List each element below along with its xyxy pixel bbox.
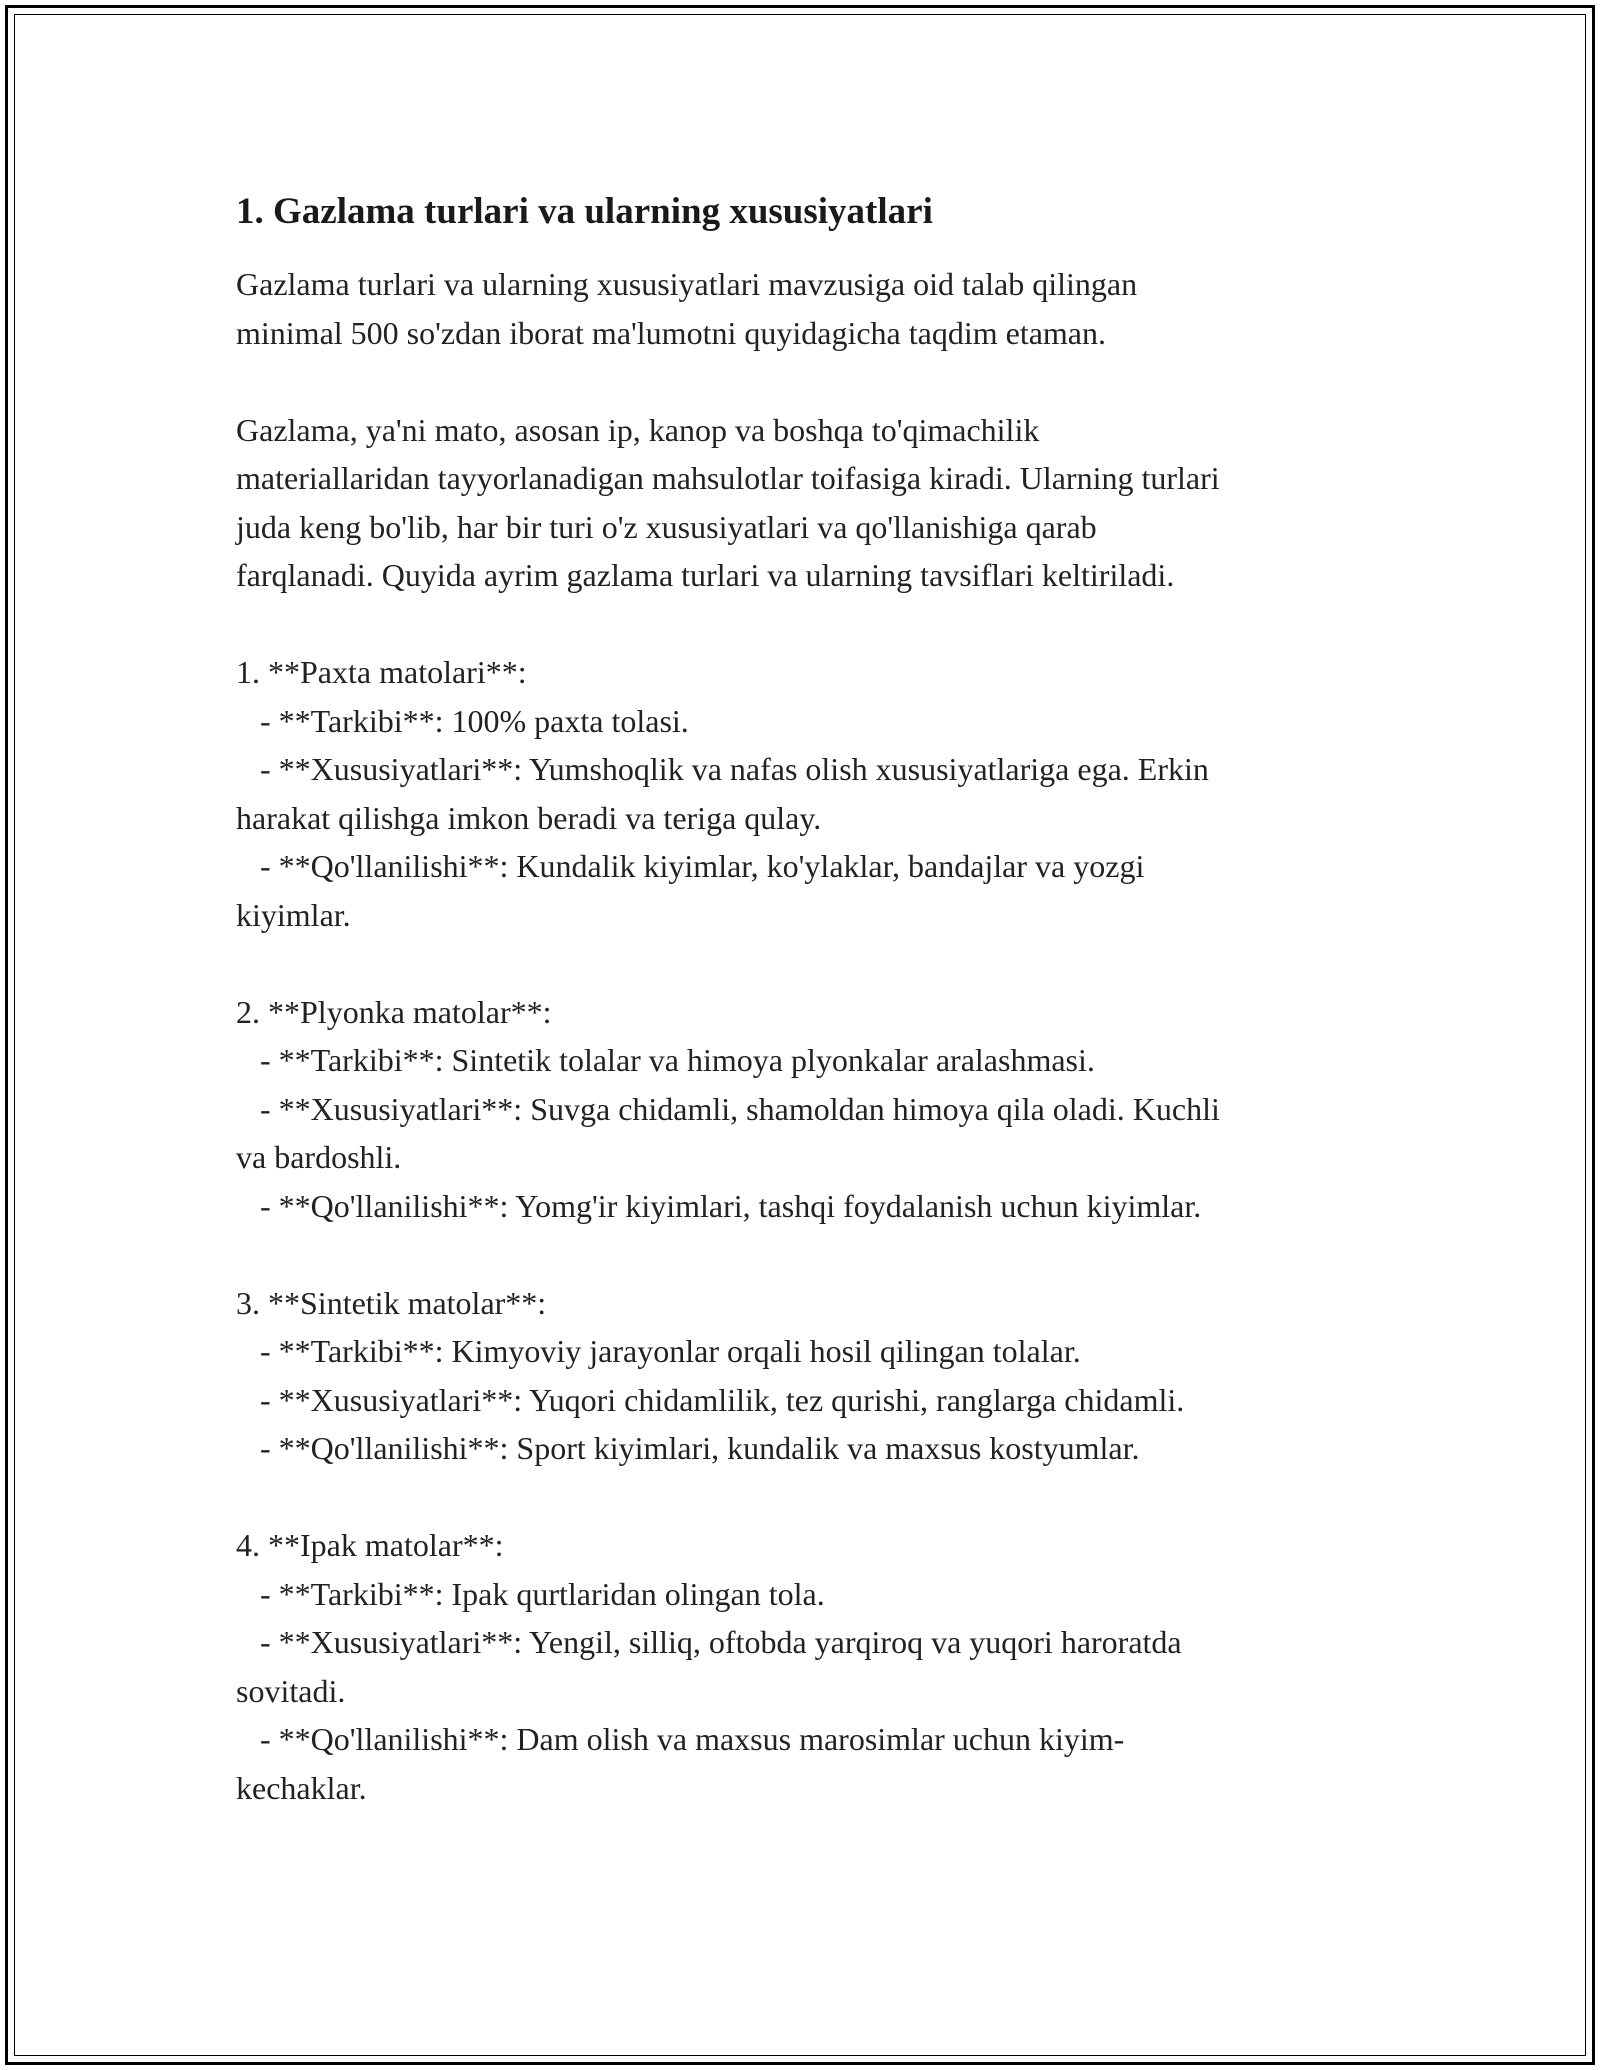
section-composition: - **Tarkibi**: Kimyoviy jarayonlar orqali hosil qilingan tolalar. (236, 1333, 1081, 1369)
section-heading: 2. **Plyonka matolar**: (236, 993, 552, 1030)
paragraph-gap (236, 1230, 1376, 1279)
section-usage: - **Qo'llanilishi**: Dam olish va maxsus marosimlar uchun kiyim- kechaklar. (236, 1721, 1125, 1806)
overview-paragraph: Gazlama, ya'ni mato, asosan ip, kanop va boshqa to'qimachilik materiallaridan tayyorlanadigan mahsulotlar toifasiga kiradi. Ularning turlari juda keng bo'lib, har bir turi o'z xususiyatlari va qo'llanishiga qarab farqlanadi. Quyida ayrim gazlama turlari va ularning tavsiflari keltiriladi. (236, 411, 1220, 593)
section-usage: - **Qo'llanilishi**: Kundalik kiyimlar, ko'ylaklar, bandajlar va yozgi kiyimlar. (236, 848, 1145, 933)
section-plyonka (236, 988, 1376, 1231)
section-composition: - **Tarkibi**: Sintetik tolalar va himoya plyonkalar aralashmasi. (236, 1042, 1095, 1078)
intro-paragraph: Gazlama turlari va ularning xususiyatlari mavzusiga oid talab qilingan minimal 500 so'zdan iborat ma'lumotni quyidagicha taqdim etaman. (236, 266, 1138, 351)
section-properties: - **Xususiyatlari**: Suvga chidamli, shamoldan himoya qila oladi. Kuchli va bardoshli. (236, 1090, 1220, 1175)
section-composition: - **Tarkibi**: Ipak qurtlaridan olingan tola. (236, 1575, 825, 1612)
section-heading: 1. **Paxta matolari**: (236, 654, 527, 690)
section-properties: - **Xususiyatlari**: Yumshoqlik va nafas olish xususiyatlariga ega. Erkin harakat qilishga imkon beradi va teriga qulay. (236, 751, 1209, 836)
section-sintetik (236, 1279, 1376, 1473)
section-paxta (236, 648, 1376, 939)
section-heading: 4. **Ipak matolar**: (236, 1527, 504, 1563)
paragraph-gap (236, 939, 1376, 988)
section-heading: 3. **Sintetik matolar**: (236, 1284, 547, 1321)
section-ipak (236, 1521, 1376, 1812)
paragraph-gap (236, 357, 1376, 406)
document-title: 1. Gazlama turlari va ularning xususiyatlari (236, 191, 933, 232)
section-properties: - **Xususiyatlari**: Yengil, silliq, oftobda yarqiroq va yuqori haroratda sovitadi. (236, 1624, 1182, 1709)
section-properties: - **Xususiyatlari**: Yuqori chidamlilik, tez qurishi, ranglarga chidamli. (236, 1381, 1185, 1418)
document-body (236, 188, 1376, 1812)
section-composition: - **Tarkibi**: 100% paxta tolasi. (236, 702, 689, 739)
paragraph-gap (236, 1473, 1376, 1522)
section-usage: - **Qo'llanilishi**: Sport kiyimlari, kundalik va maxsus kostyumlar. (236, 1430, 1140, 1466)
section-usage: - **Qo'llanilishi**: Yomg'ir kiyimlari, tashqi foydalanish uchun kiyimlar. (236, 1187, 1202, 1224)
paragraph-gap (236, 600, 1376, 649)
